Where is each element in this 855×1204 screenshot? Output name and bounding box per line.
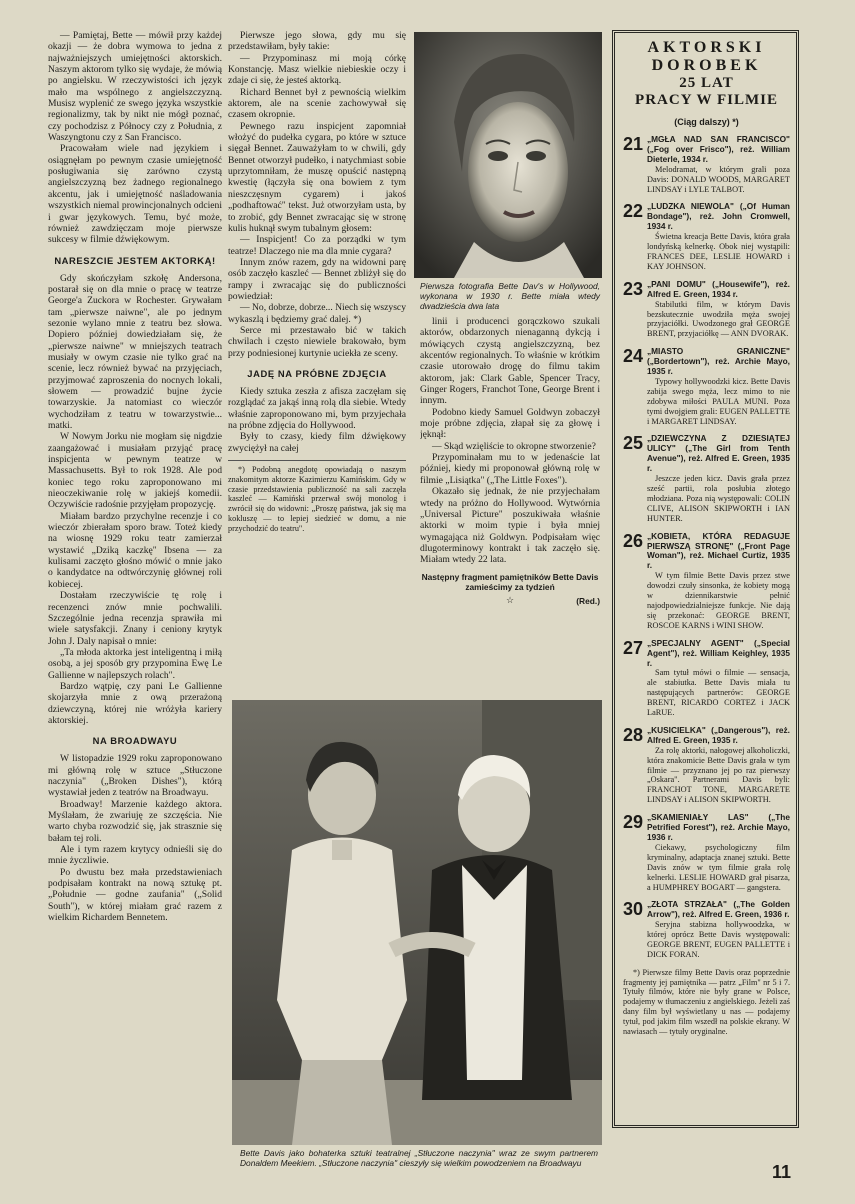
filmography-entry [623,135,790,194]
entry-description: Seryjna stabizna hollywoodzka, w której oprócz Bette Davis występowali: GEORGE BRENT, EUGEN PALLETTE i DICK FORAN. [647,920,790,959]
entry-number: 22 [623,201,644,222]
entry-number: 25 [623,433,644,454]
star-ornament: ☆ [505,594,515,605]
filmography-entry [623,434,790,523]
entry-title: „ZŁOTA STRZAŁA" („The Golden Arrow"), reż. Alfred E. Green, 1936 r. [647,899,790,920]
col1-paragraph: — Pamiętaj, Bette — mówił przy każdej okazji — że dobra wymowa to jedna z najważniejszych umiejętności aktorskich. Naszym aktorom tylko się wydaje, że mówią po angielsku. W rzeczywistości ich język mało ma wspólnego z angielszczyzną. Musisz wyplenić ze swego języka wszystkie regionalizmy, tak by nikt nie mógł poznać, czy pochodzisz z Północy czy z Południa, z Waszyngtonu czy z San Francisco. [48,30,222,144]
entry-body [647,532,790,631]
filmography-entry [623,280,790,339]
entry-description: Stabilutki film, w którym Davis bezskutecznie uwodziła męża swojej przyjaciółki. Uwodzonego grał GEORGE BRENT, przyjaciółkę — ANN DVORAK. [647,299,790,339]
col2-paragraph: — Przypominasz mi moją córkę Konstancję. Masz wielkie niebieskie oczy i zdaje ci się, że jesteś aktorką. [228,52,406,87]
entry-body [647,347,790,426]
stage-scene-image [232,700,602,1145]
entry-description: Ciekawy, psychologiczny film kryminalny, adaptacja znanej sztuki. Bette Davis znów w tym filmie grała rolę kelnerki. LESLIE HOWARD grał pisarza, a HUMPHREY BOGART — gangstera. [647,842,790,892]
col2-paragraph: Pierwsze jego słowa, gdy mu się przedstawiłam, były takie: [228,30,406,53]
col1-paragraph: Miałam bardzo przychylne recenzje i co wieczór zbierałam sporo braw. Toteż kiedy na wiosnę 1929 roku teatr zamierzał wystawić „Dziką kaczkę" Ibsena — za kulisami zaczęto głośno mówić o mnie jako o kandydatce na odtwórczynię głównej roli kobiecej. [48,510,222,590]
entry-title: „MIASTO GRANICZNE" („Bordertown"), reż. Archie Mayo, 1935 r. [647,346,790,377]
filmography-entry [623,639,790,718]
entry-number: 30 [623,899,644,920]
entry-number: 26 [623,530,644,551]
entry-body [647,726,790,805]
portrait-caption: Pierwsza fotografia Bette Dav's w Hollywood, wykonana w 1930 r. Bette miała wtedy dwadzieścia dwa lata [420,281,600,311]
entry-number: 29 [623,812,644,833]
col1-paragraph: Bardzo wątpię, czy pani Le Gallienne skojarzyła mnie z ową przerażoną dziewczyną, której nie wróżyła kariery aktorskiej. [48,680,222,726]
col1-paragraph: Gdy skończyłam szkołę Andersona, postarał się on dla mnie o pracę w teatrze George'a Zuckora w Rochester. Grywałam tam „pierwsze naiwne", ale po jednym sezonie wylano mnie z teatru bez słowa. Dopiero później dowiedziałam się, że „pierwsze naiwne" w mniejszych teatrach musiały w owym czasie nie tylko grać na scenie, lecz również bywać na przyjęciach, przyjmować zaproszenia do nocnych lokali, słowem — prowadzić bujne życie towarzyskie. Ja natomiast co wieczór wychodziłam z teatru w towarzystwie... matki. [48,272,222,431]
col2-paragraph: Pewnego razu inspicjent zapomniał włożyć do pudełka cygara, po które w sztuce sięgał Bennet. Zauważyłam to w chwili, gdy Bennet otworzył pudełko, i natychmiast sobie uprzytomniłam, że muszę opuścić następną kwestię (łączyła się ona bowiem z tym nieszczęsnym cygarem) i jakoś „podhaftować" tekst. Już otworzyłam usta, by to zrobić, gdy Bennet zwracając się w stronę kulis huknął swym tubalnym głosem: [228,120,406,234]
article-column-3 [420,316,600,696]
entry-body [647,135,790,194]
col1-paragraph: W Nowym Jorku nie mogłam się nigdzie zaangażować i musiałam przyjąć pracę inspicjenta w pewnym teatrze w Massachusetts. Był to rok 1928. Ale pod koniec tego roku zaproponowano mi nieoczekiwanie rolę w jakiejś komedii. Oczywiście radośnie przyjęłam propozycję. [48,431,222,511]
col1-paragraph: Po dwustu bez mała przedstawieniach podpisałam kontrakt na nową sztukę pt. „Południe — godne zaufania" („Solid South"), w której miałam grać razem z wielkim Richardem Bennetem. [48,866,222,924]
footnote [228,460,406,534]
section-heading-nareszcie: NARESZCIE JESTEM AKTORKĄ! [54,254,216,266]
entry-number: 24 [623,346,644,367]
filmography-list [623,135,790,960]
entry-title: „PANI DOMU" („Housewife"), reż. Alfred E. Green, 1934 r. [647,278,790,299]
filmography-entry [623,202,790,271]
col2-paragraph: Serce mi przestawało bić w takich chwilach i często niewiele brakowało, bym przy podniesionej kurtynie uciekła ze sceny. [228,324,406,359]
entry-description: Za rolę aktorki, nałogowej alkoholiczki, która znakomicie Bette Davis grała w tym filmie — przyznano jej po raz pierwszy „Oskara". Partnerami Davis byli: FRANCHOT TONE, MARGARETE LINDSAY i ALISON SKIPWORTH. [647,745,790,805]
footnote-text: *) Podobną anegdotę opowiadają o naszym znakomitym aktorze Kazimierzu Kamińskim. Gdy w czasie przedstawienia publiczność na sali zaczęła kaszleć — Kamiński przerwał swój monolog i zwrócił się do widowni: „Proszę państwa, jak się ma kokluszę — to lepiej siedzieć w domu, a nie przychodzić do teatru". [228,465,406,533]
sidebar-footnote: *) Pierwsze filmy Bette Davis oraz poprzednie fragmenty jej pamiętnika — patrz „Film" nr 5 i 7. Tytuły filmów, które nie były grane w Polsce, podajemy w tłumaczeniu z angielskiego. Jeżeli zaś dany film był wyświetlany u nas — podajemy tytuł, pod jakim film wszedł na polskie ekrany. W nawiasach — tytuły oryginalne. [623,967,790,1036]
next-installment-note: Następny fragment pamiętników Bette Davis zamieścimy za tydzień [421,571,599,592]
entry-title: „KUSICIELKA" („Dangerous"), reż. Alfred E. Green, 1935 r. [647,724,790,745]
portrait-image [414,32,602,278]
sidebar-title-line-1: AKTORSKI [647,39,766,56]
filmography-entry [623,813,790,892]
entry-number: 28 [623,724,644,745]
col2-paragraph: Innym znów razem, gdy na widowni parę osób zaczęło kaszleć — Bennet zbliżył się do rampy i zwracając się do publiczności powiedział: [228,256,406,302]
entry-description: Świetna kreacja Bette Davis, która grała londyńską kelnerkę. Obok niej wystąpili: FRANCES DEE, LESLIE HOWARD i KAY JOHNSON. [647,232,790,271]
entry-body [647,202,790,271]
entry-body [647,280,790,339]
entry-description: Melodramat, w którym grali poza Davis: DONALD WOODS, MARGARET LINDSAY i LYLE TALBOT. [647,164,790,194]
filmography-sidebar [612,30,799,1128]
entry-body [647,434,790,523]
entry-description: W tym filmie Bette Davis przez stwe dowodzi czuły sinsonka, że kobiety mogą w dziennikarstwie pełnić najodpowiedzialniejsze funkcje. Nie dają się przekonać: GEORGE BRENT, ROSCOE KARNS i WINI SHOW. [647,571,790,630]
filmography-entry [623,347,790,426]
article-column-1 [48,30,222,1190]
entry-description: Sam tytuł mówi o filmie — sensacja, ale stabiutka. Bette Davis miała tu następujących partnerów: GEORGE BRENT, RICARDO CORTEZ i JACK LaRUE. [647,668,790,718]
section-heading-probne-zdjecia: JADĘ NA PRÓBNE ZDJĘCIA [247,367,387,379]
sidebar-title-line-2: DOROBEK [651,57,762,74]
col2-paragraph: — Inspicjent! Co za porządki w tym teatrze! Dlaczego nie ma dla mnie cygara? [228,234,406,257]
sidebar-title-line-3: 25 LAT [679,75,734,91]
col2-paragraph: Kiedy sztuka zeszła z afisza zaczęłam się rozglądać za jakąś inną rolą dla siebie. Wtedy właśnie zaproponowano mi, bym przyjechała na próbne zdjęcia do Hollywood. [228,385,406,431]
section-heading-broadway: NA BROADWAYU [92,735,178,747]
editor-signature: (Red.) [576,595,600,606]
col3-paragraph: Okazało się jednak, że nie przyjechałam wtedy na próżno do Hollywood. Wytwórnia „Universal Picture" poszukiwała właśnie aktorki w moim typie i była mniej wymagająca niż Goldwyn. Podpisałam więc dlugoterminowy kontrakt i tak zaczęło się. Miałam wtedy 22 lata. [420,486,600,566]
entry-number: 23 [623,278,644,299]
filmography-entry [623,532,790,631]
col2-paragraph: Richard Bennet był z pewnością wielkim aktorem, ale na scenie zachowywał się czasem okropnie. [228,86,406,121]
col2-paragraph: Były to czasy, kiedy film dźwiękowy zwyciężył na całej [228,431,406,454]
sidebar-subtitle: (Ciąg dalszy) *) [674,117,739,127]
col1-paragraph: Broadway! Marzenie każdego aktora. Myślałam, że zwariuję ze szczęścia. Nie warto chyba rozwodzić się, jak strasznie się bałam tej roli. [48,798,222,844]
entry-title: „KOBIETA, KTÓRA REDAGUJE PIERWSZĄ STRONĘ" („Front Page Woman"), reż. Michael Curtiz, 1935 r. [647,530,790,571]
entry-title: „SPECJALNY AGENT" („Special Agent"), reż. William Keighley, 1935 r. [647,637,790,668]
sidebar-title-line-4: PRACY W FILMIE [635,92,778,108]
entry-body [647,813,790,892]
col3-paragraph: linii i producenci gorączkowo szukali aktorów, obdarzonych nienaganną dykcją i mówiących czystą angielszczyzną, bez akcentów regionalnych. To właśnie w krótkim czasie utorowało drogę do filmu takim aktorom, jak: Clark Gable, Spencer Tracy, Ginger Rogers, Franchot Tone, George Brent i innym. [420,316,600,407]
filmography-entry [623,900,790,959]
stage-scene-photo [232,700,602,1145]
entry-body [647,900,790,959]
col1-paragraph: Dostałam rzeczywiście tę rolę i recenzenci znów mnie pochwalili. Szczególnie jedna recenzja sprawiła mi wiele satysfakcji. Znany i ceniony krytyk John J. Daly napisał o mnie: [48,590,222,647]
portrait-photo [414,32,602,278]
entry-title: „SKAMIENIAŁY LAS" („The Petrified Forest"), reż. Archie Mayo, 1936 r. [647,812,790,842]
page-number: 11 [772,1162,792,1182]
col1-paragraph: „Ta młoda aktorka jest inteligentną i miłą osobą, a jej sposób gry przypomina Ewę Le Gallienne w najlepszych rolach". [48,646,222,681]
col3-paragraph: — Skąd wzięliście to okropne stworzenie? [432,440,596,452]
col3-paragraph: Podobno kiedy Samuel Goldwyn zobaczył moje próbne zdjęcia, złapał się za głowę i jęknął: [420,406,600,441]
col3-paragraph: Przypominałam mu to w jedenaście lat później, kiedy mi proponował główną rolę w filmie „Lisiątka" („The Little Foxes"). [420,452,600,486]
entry-title: „MGŁA NAD SAN FRANCISCO" („Fog over Frisco"), reż. William Dieterle, 1934 r. [647,134,790,164]
entry-number: 27 [623,637,644,658]
entry-title: „LUDZKA NIEWOLA" („Of Human Bondage"), reż. John Cromwell, 1934 r. [647,201,790,232]
article-column-2 [228,30,406,690]
col1-paragraph: Ale i tym razem krytycy odnieśli się do mnie życzliwie. [48,844,222,867]
stage-scene-caption: Bette Davis jako bohaterka sztuki teatralnej „Stłuczone naczynia" wraz ze swym partnerem Donaldem Meekiem. „Stłuczone naczynia" cieszyły się wielkim powodzeniem na Broadwayu [240,1148,598,1168]
entry-number: 21 [623,134,644,154]
entry-body [647,639,790,718]
col1-paragraph: W listopadzie 1929 roku zaproponowano mi główną rolę w sztuce „Stłuczone naczynia" („Broken Dishes"), którą wystawiał jeden z teatrów na Broadwayu. [48,753,222,799]
col2-paragraph: — No, dobrze, dobrze... Niech się wszyscy wykaszlą i będziemy grać dalej. *) [228,302,406,325]
filmography-entry [623,726,790,805]
col1-paragraph: Pracowałam wiele nad językiem i osiągnęłam po pewnym czasie umiejętność posługiwania się zarówno czystą angielszczyzną bez żadnego regionalnego akcentu, jak i umiejętność naśladowania wszystkich niemal prowincjonalnych odcieni i gwar językowych. Temu, być może, również zawdzięczam moje pierwsze sukcesy w filmie dźwiękowym. [48,143,222,246]
entry-description: Typowy hollywoodzki kicz. Bette Davis zabija swego męża, lecz mimo to nie zdobywa miłości PAULA MUNI. Poza tymi dwojgiem grali: EUGEN PALLETTE i MARGARET LINDSAY. [647,376,790,426]
entry-title: „DZIEWCZYNA Z DZIESIĄTEJ ULICY" („The Girl from Tenth Avenue"), reż. Alfred E. Green, 1935 r. [647,433,790,474]
entry-description: Jeszcze jeden kicz. Davis grała przez sześć partii, rola posłubia złotego młodziana. Poza nią występowali: COLIN CLIVE, ALISON SKIPWORTH i IAN HUNTER. [647,474,790,523]
